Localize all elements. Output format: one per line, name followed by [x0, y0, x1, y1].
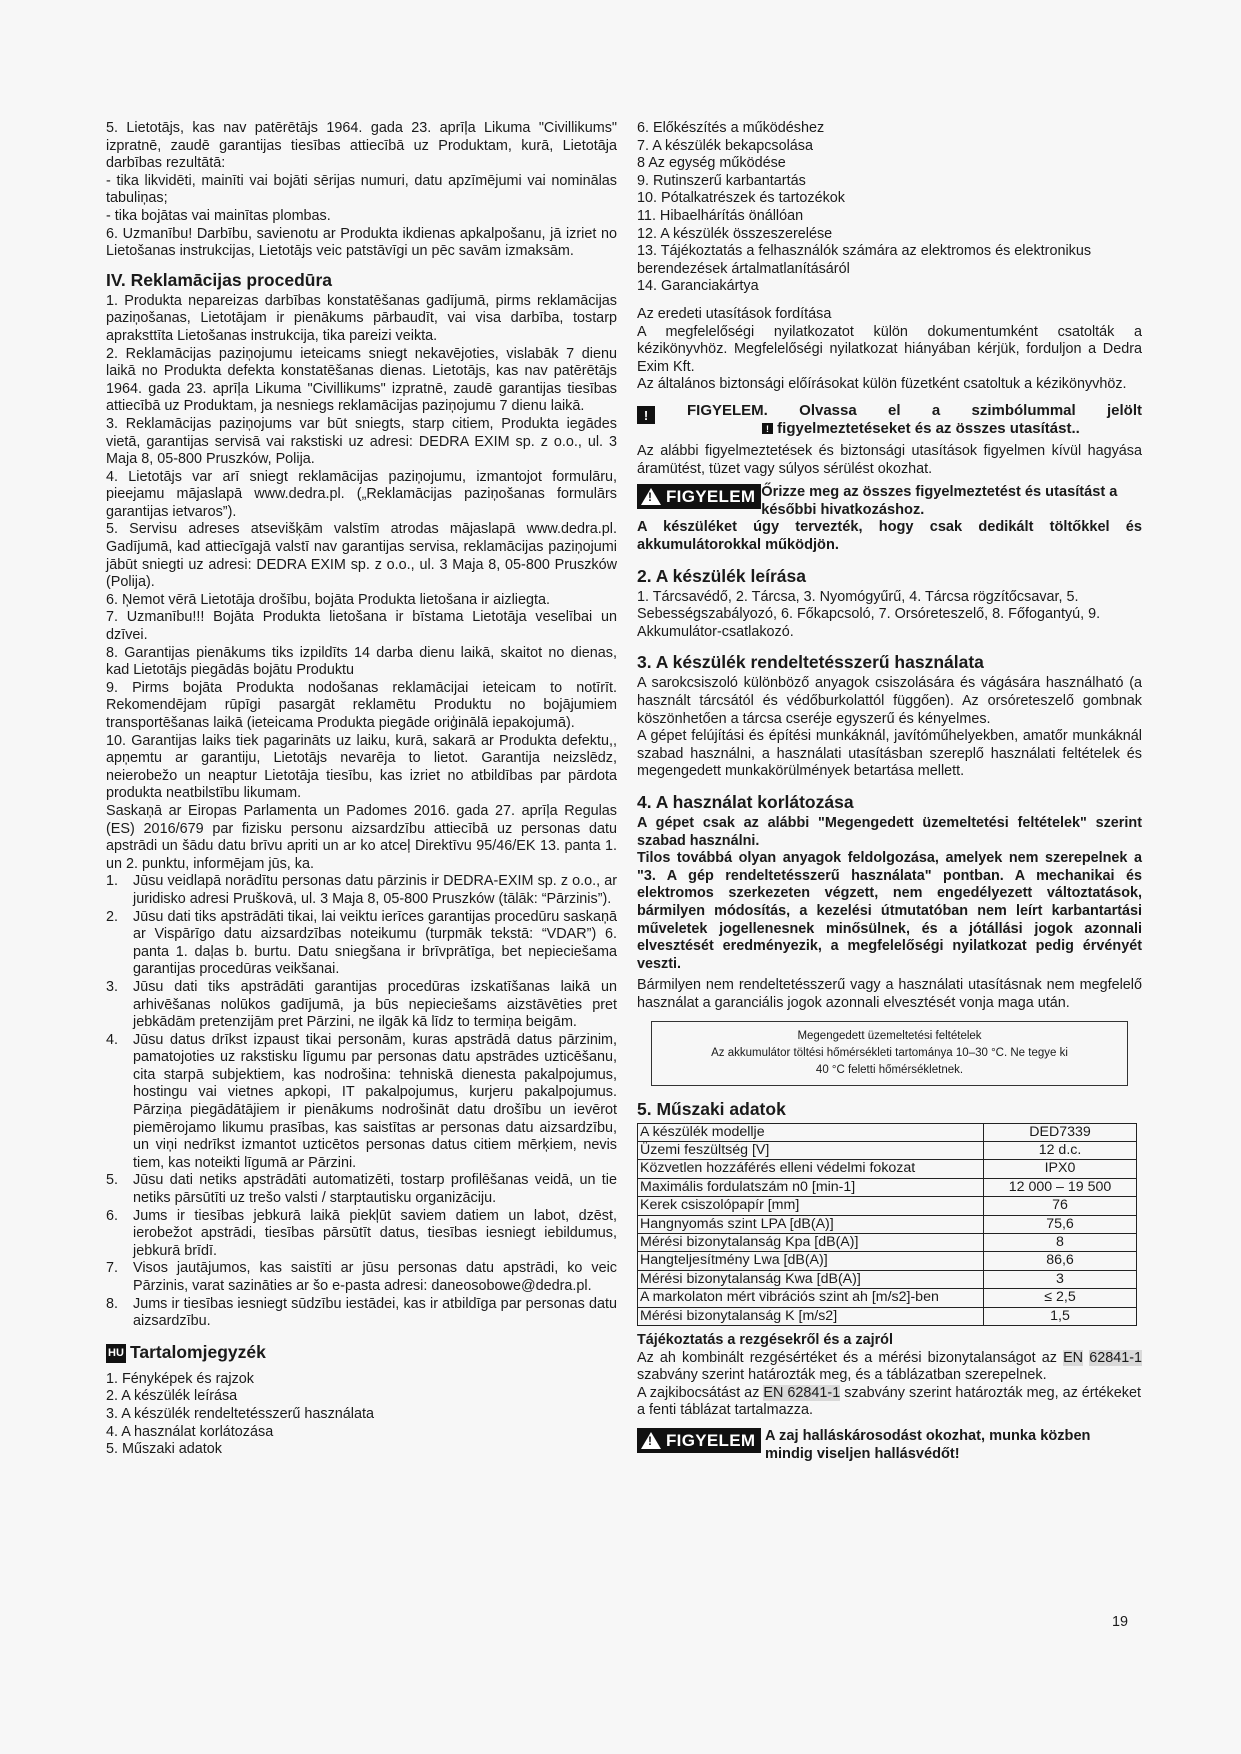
list-item: 4. Jūsu datus drīkst izpaust tikai personām, kuras apstrādā datus pārzinim, pamatojoties uz rakstisku līgumu par personas datu apstrādes uzticēšanu, cita starpā subjektiem, kas nodrošina: tehniskā dienesta pakalpojumus, hostingu vai vietnes apkopi, IT pakalpojumus, kurjeru pakalpojumus. Pārziņa piegādātājiem ir pienākums nodrošināt datu drošību un ievērot piemērojamo likumu prasības, kas saistītas ar personas datu aizsardzību, un viņi nedrīkst izmantot uzticētos personas datus citiem mērķiem, nevis tiem, kas noteikti līgumā ar Pārzini. — [106, 1031, 617, 1171]
claim-para: 5. Servisu adreses atsevišķām valstīm atrodas mājaslapā www.dedra.pl. Gadījumā, kad attiecīgajā valstī nav garantijas servisa, reklamācijas paziņojumi jābūt sniegti uz adresi: DEDRA EXIM sp. z o.o., ul. 3 Maja 8, 05-800 Pruszków (Polija). — [106, 521, 617, 591]
list-item: 5. Jūsu dati netiks apstrādāti automatizēti, tostarp profilēšanas veidā, un tie netiks pārsūtīti uz trešo valsti / starptautisku organizāciju. — [106, 1172, 617, 1207]
intended-use-para: A sarokcsiszoló különböző anyagok csiszolására és vágására használható (a használt tárcsától és védőburkolattól függően). Az orsóreteszelő gombnak köszönhetően a tárcsa cseréje egyszerű és kényelmes. — [637, 675, 1142, 727]
hungarian-flag-icon: HU — [106, 1344, 126, 1363]
warning-triangle-icon: ! — [641, 488, 661, 505]
toc-item: 12. A készülék összeszerelése — [637, 225, 833, 242]
noise-para: A zajkibocsátást az EN 62841-1 szabvány szerint határozták meg, az értékeket a fenti táblázat tartalmazza. — [637, 1384, 1141, 1419]
claim-para: 7. Uzmanību!!! Bojāta Produkta lietošana ir bīstama Lietotāja veselībai un dzīvei. — [106, 609, 617, 644]
translation-note: Az eredeti utasítások fordítása — [637, 305, 832, 322]
restriction-para: Bármilyen nem rendeltetésszerű vagy a használati utasításnak nem megfelelő használat a garanciális jogok azonnali elvesztését vonja maga után. — [637, 977, 1142, 1011]
toc-item: 9. Rutinszerű karbantartás — [637, 172, 806, 189]
conformity-para: A megfelelőségi nyilatkozatot külön dokumentumként csatolták a kézikönyvhöz. Megfelelőségi nyilatkozat hiányában kérjük, forduljon a Dedra Exim Kft. — [637, 323, 1142, 375]
claim-para: 2. Reklamācijas paziņojumu ieteicams sniegt nekavējoties, vislabāk 7 dienu laikā no Produkta defekta konstatēšanas dienas. Lietotājs, kas nav patērētājs 1964. gada 23. aprīļa Likuma "Civillikums" izpratnē, zaudē garantijas tiesības attiecībā uz Produktam, ja nesniegs reklamācijas paziņojumu 7 dienu laikā. — [106, 345, 617, 415]
page-number: 19 — [1112, 1614, 1129, 1630]
toc-item: 2. A készülék leírása — [106, 1388, 238, 1405]
warning-exclamation-icon: ! — [637, 406, 655, 424]
table-row: Maximális fordulatszám n0 [min-1] 12 000 – 19 500 — [638, 1178, 1137, 1196]
warning-exclamation-small-icon: ! — [762, 423, 773, 434]
warranty-para: 6. Uzmanību! Darbību, savienotu ar Produkta ikdienas apkalpošanu, jā izriet no Lietošanas instrukcijas, Lietotājs veic patstāvīgi un pēc savām izmaksām. — [106, 225, 617, 260]
figyelem-line: figyelmeztetéseket és az összes utasítást.. — [777, 419, 1080, 437]
operating-conditions-box: Megengedett üzemeltetési feltételek Az akkumulátor töltési hőmérsékleti tartománya 10–30 °C. Ne tegye ki 40 °C feletti hőmérsékletnek. — [651, 1021, 1128, 1086]
claim-para: 8. Garantijas pienākums tiks izpildīts 14 darba dienu laikā, skaitot no dienas, kad Lietotājs piegādās bojātu Produktu — [106, 644, 617, 679]
table-row: A markolaton mért vibrációs szint ah [m/s2]-ben ≤ 2,5 — [638, 1289, 1137, 1307]
list-item: 7. Visos jautājumos, kas saistīti ar jūsu personas datu apstrādi, ko veic Pārzinis, varat sazināties ar šo e-pasta adresi: daneosobowe@dedra.pl. — [106, 1260, 617, 1294]
table-row: Hangnyomás szint LPA [dB(A)] 75,6 — [638, 1215, 1137, 1233]
toc-item: 13. Tájékoztatás a felhasználók számára az elektromos és elektronikus berendezések ártalmatlanításáról — [637, 243, 1092, 277]
left-column — [106, 120, 617, 1459]
restriction-bold: Tilos továbbá olyan anyagok feldolgozása, amelyek nem szerepelnek a "3. A gép rendeltetésszerű használata" pontban. A mechanikai és elektromos szerkezeten végzett, nem engedélyezett változtatások, bármilyen módosítás, a kezelési útmutatóban nem leírt karbantartási műveletek jogellenesnek minősülnek, és a jótállási jogok azonnali elvesztését eredményezik, a megfelelőségi nyilatkozat pedig érvényét veszti. — [637, 850, 1142, 972]
device-parts: 1. Tárcsavédő, 2. Tárcsa, 3. Nyomógyűrű, 4. Tárcsa rögzítőcsavar, 5. Sebességszabályozó, 6. Főkapcsoló, 7. Orsóreteszelő, 8. Főfogantyú, 9. Akkumulátor-csatlakozó. — [637, 588, 1101, 640]
section-5-heading: 5. Műszaki adatok — [637, 1098, 786, 1119]
list-item: 1. Jūsu veidlapā norādītu personas datu pārzinis ir DEDRA-EXIM sp. z o.o., ar juridisko adresi Pruškovā, ul. 3 Maja 8, 05-800 Pruszków (tālāk: “Pārzinis”). — [106, 873, 617, 907]
toc-item: 8 Az egység működése — [637, 155, 786, 172]
list-item: 3. Jūsu dati tiks apstrādāti garantijas procedūras izskatīšanas laikā un arhivēšanas nolūkos gadījumā, ja būs nepieciešams aizstāvēties pret jebkādām pretenzijām pret Pārzini, ne ilgāk kā līdz to termiņa beigām. — [106, 978, 617, 1031]
figyelem-badge: ! FIGYELEM — [637, 484, 761, 509]
section-2-heading: 2. A készülék leírása — [637, 565, 806, 586]
toc-item: 10. Pótalkatrészek és tartozékok — [637, 190, 845, 207]
figyelem-notice — [637, 402, 1142, 437]
table-row: Mérési bizonytalanság Kwa [dB(A)] 3 — [638, 1270, 1137, 1288]
intended-use-para: A gépet felújítási és építési munkáknál, javítóműhelyekben, amatőr munkáknál szabad használni, a használati utasításban szereplő használati feltételek és megengedett munkakörülmények betartása mellett. — [637, 728, 1142, 780]
toc-item: 1. Fényképek és rajzok — [106, 1370, 254, 1387]
table-row: Közvetlen hozzáférés elleni védelmi fokozat IPX0 — [638, 1160, 1137, 1178]
gdpr-list — [106, 873, 617, 1330]
section-3-heading: 3. A készülék rendeltetésszerű használata — [637, 652, 984, 673]
toc-item: 5. Műszaki adatok — [106, 1441, 222, 1458]
toc-item: 7. A készülék bekapcsolása — [637, 137, 813, 154]
vibration-heading: Tájékoztatás a rezgésekről és a zajról — [637, 1332, 893, 1348]
keep-warnings-text: Őrizze meg az összes figyelmeztetést és utasítást a későbbi hivatkozáshoz. — [761, 484, 1118, 518]
list-item: 6. Jums ir tiesības jebkurā laikā piekļūt saviem datiem un labot, dzēst, ierobežot apstrādi, tiesības pārsūtīt datus, tiesības iesniegt iebildumus, jebkurā brīdī. — [106, 1207, 617, 1259]
figyelem-line: FIGYELEM. Olvassa el a szimbólummal jelölt — [687, 401, 1142, 419]
noise-warning-notice — [637, 1428, 1142, 1463]
vibration-para: Az ah kombinált rezgésértéket és a mérési bizonytalanságot az EN 62841-1 szabvány szerint határozták meg, és a táblázatban szerepelnek. — [637, 1349, 1143, 1384]
table-row: Hangteljesítmény Lwa [dB(A)] 86,6 — [638, 1252, 1137, 1270]
table-row: Mérési bizonytalanság Kpa [dB(A)] 8 — [638, 1233, 1137, 1251]
warranty-para: 5. Lietotājs, kas nav patērētājs 1964. gada 23. aprīļa Likuma "Civillikums" izpratnē, zaudē garantijas tiesības attiecībā uz Produktam, kurā, Lietotāja darbības rezultātā: — [106, 120, 617, 172]
toc-item: 11. Hibaelhárítás önállóan — [637, 207, 804, 224]
toc-item: 14. Garanciakártya — [637, 278, 759, 295]
toc-heading: HU Tartalomjegyzék — [106, 1341, 617, 1363]
spec-table — [637, 1123, 1137, 1326]
section-iv-heading: IV. Reklamācijas procedūra — [106, 269, 333, 290]
warning-para: Az alábbi figyelmeztetések és biztonsági utasítások figyelmen kívül hagyása áramütést, tüzet vagy súlyos sérülést okozhat. — [637, 443, 1142, 477]
safety-para: Az általános biztonsági előírásokat külön füzetként csatoltuk a kézikönyvhöz. — [637, 376, 1127, 393]
claim-para: 1. Produkta nepareizas darbības konstatēšanas gadījumā, pirms reklamācijas paziņošanas, Lietotājam ir pienākums pārbaudīt, vai visa darbība, tostarp apraksttīta Lietošanas instrukcija, tika pareizi veikta. — [106, 292, 617, 344]
warning-triangle-icon: ! — [641, 1432, 661, 1449]
table-row: Üzemi feszültség [V] 12 d.c. — [638, 1141, 1137, 1159]
toc-item: 4. A használat korlátozása — [106, 1423, 274, 1440]
noise-warning-text: A zaj halláskárosodást okozhat, munka közben mindig viseljen hallásvédőt! — [765, 1427, 1091, 1462]
toc-item: 6. Előkészítés a működéshez — [637, 120, 825, 136]
claim-para: 10. Garantijas laiks tiek pagarināts uz laiku, kurā, sakarā ar Produkta defektu,, apņemtu ar garantiju, Lietotājs nevarēja to lietot. Garantija neizslēdz, neierobežo un neaptur Lietotāja tiesību, kas izriet no atbildības par pārdota produkta neatbilstību likumam. — [106, 732, 617, 802]
figyelem-badge: ! FIGYELEM — [637, 1428, 761, 1453]
warranty-para: - tika bojātas vai mainītas plombas. — [106, 207, 331, 224]
right-column — [637, 120, 1142, 1463]
list-item: 8. Jums ir tiesības iesniegt sūdzību iestādei, kas ir atbildīga par personas datu aizsardzību. — [106, 1295, 617, 1330]
list-item: 2. Jūsu dati tiks apstrādāti tikai, lai veiktu ierīces garantijas procedūru saskaņā ar Vispārīgo datu aizsardzības noteikumu (turpmāk tekstā: “VDAR”) 6. panta 1. daļas b. burtu. Datu sniegšana ir brīvprātīga, bet nepieciešama garantijas procedūras veikšanai. — [106, 908, 617, 978]
table-row: Mérési bizonytalanság K [m/s2] 1,5 — [638, 1307, 1137, 1325]
gdpr-intro: Saskaņā ar Eiropas Parlamenta un Padomes 2016. gada 27. aprīļa Regulas (ES) 2016/679 par fizisku personu aizsardzību attiecībā uz personas datu apstrādi un šādu datu brīvu apriti un ar ko atceļ Direktīvu 95/46/EK 13. panta 1. un 2. punktu, informējam jūs, ka. — [106, 802, 617, 872]
claim-para: 4. Lietotājs var arī sniegt reklamācijas paziņojumu, izmantojot formulāru, pieejamu mājaslapā www.dedra.pl. („Reklamācijas paziņošanas formulārs garantijas ietvaros”). — [106, 468, 617, 520]
table-row: A készülék modellje DED7339 — [638, 1123, 1137, 1141]
claim-para: 9. Pirms bojāta Produkta nodošanas reklamācijai ieteicam to notīrīt. Rekomendējam rūpīgi pasargāt reklamētu Produktu no bojājumiem transportēšanas laikā (ieteicama Produkta piegāde oriģinālā iepakojumā). — [106, 679, 617, 731]
table-row: Kerek csiszolópapír [mm] 76 — [638, 1197, 1137, 1215]
claim-para: 6. Ņemot vērā Lietotāja drošību, bojāta Produkta lietošana ir aizliegta. — [106, 591, 550, 608]
charger-note: A készüléket úgy tervezték, hogy csak dedikált töltőkkel és akkumulátorokkal működjön. — [637, 519, 1142, 554]
toc-item: 3. A készülék rendeltetésszerű használata — [106, 1405, 374, 1422]
keep-warnings-notice — [637, 484, 1142, 519]
claim-para: 3. Reklamācijas paziņojums var būt sniegts, starp citiem, Produkta iegādes vietā, garantijas servisā vai rakstiski uz adresi: DEDRA EXIM sp. z o.o., ul. 3 Maja 8, 05-800 Pruszków, Polija. — [106, 415, 617, 468]
warranty-para: - tika likvidēti, mainīti vai bojāti sērijas numuri, datu apzīmējumi vai nominālas tabuliņas; — [106, 172, 617, 207]
section-4-heading: 4. A használat korlátozása — [637, 792, 854, 812]
restriction-bold: A gépet csak az alábbi "Megengedett üzemeltetési feltételek" szerint szabad használni. — [637, 815, 1142, 849]
